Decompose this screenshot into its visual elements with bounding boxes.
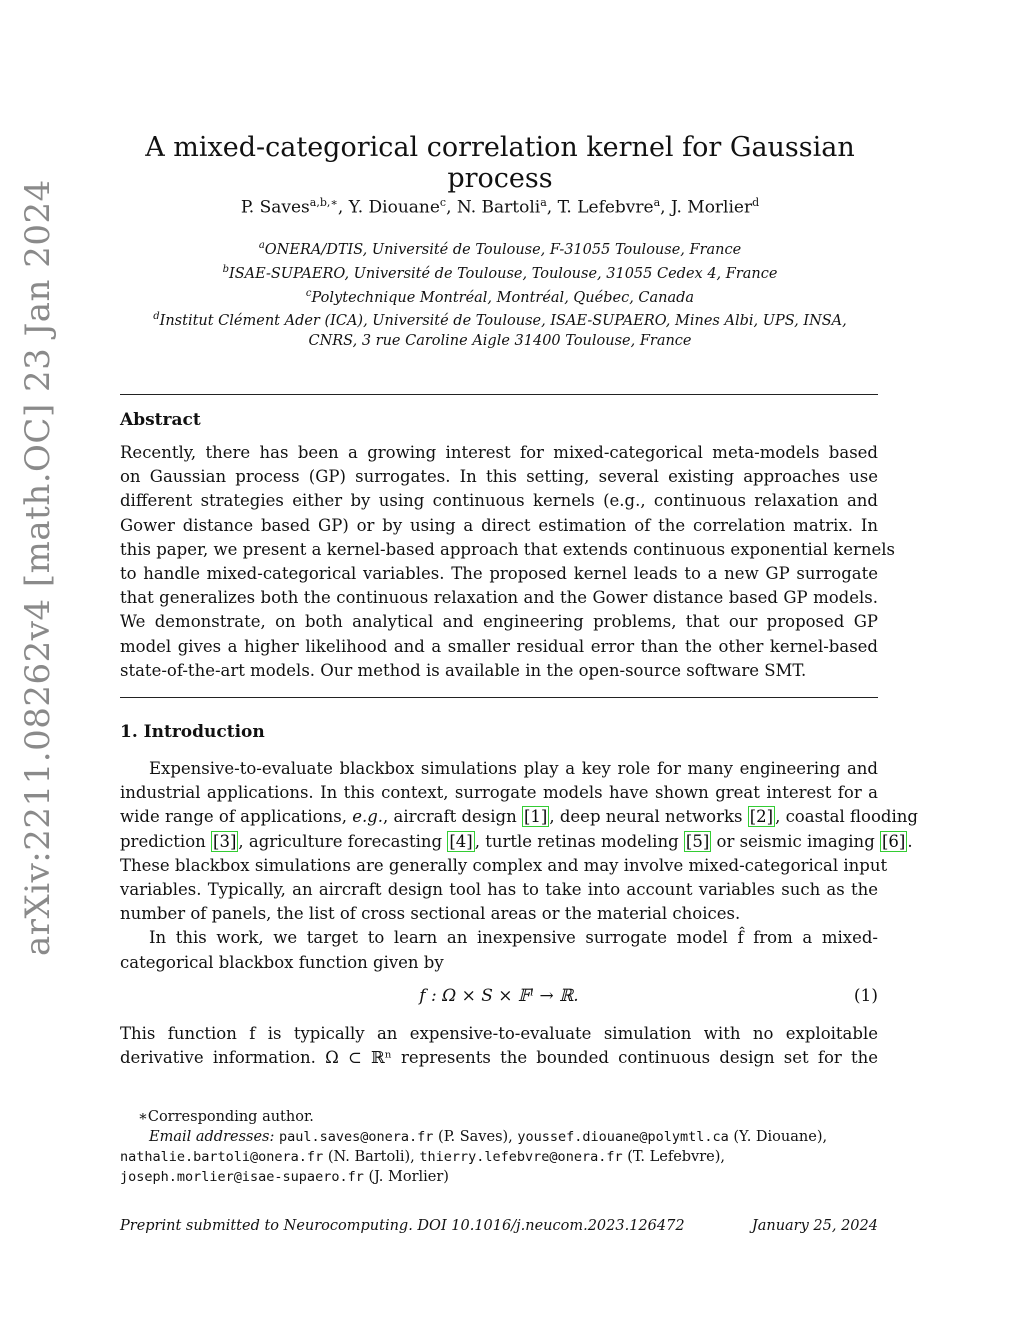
affiliations bbox=[120, 236, 880, 351]
abstract-line: state-of-the-art models. Our method is available in the open-source software SMT. bbox=[120, 660, 807, 680]
email-link[interactable]: nathalie.bartoli@onera.fr bbox=[120, 1149, 324, 1165]
affiliation: $^d$Institut Clément Ader (ICA), Université de Toulouse, ISAE-SUPAERO, Mines Albi, UPS, INSA, bbox=[153, 311, 847, 330]
citation-link[interactable]: [2] bbox=[749, 807, 774, 827]
citation-link[interactable]: [6] bbox=[882, 831, 906, 851]
author-list: P. Saves$^{a,b,∗}$, Y. Diouane$^c$, N. Bartoli$^a$, T. Lefebvre$^a$, J. Morlier$^d$ bbox=[240, 196, 760, 218]
citation-link[interactable]: [4] bbox=[449, 831, 473, 851]
equation-body: f : Ω × S × 𝔽ˡ → ℝ. bbox=[419, 986, 579, 1006]
email-link[interactable]: youssef.diouane@polymtl.ca bbox=[517, 1129, 729, 1145]
email-link[interactable]: joseph.morlier@isae-supaero.fr bbox=[120, 1169, 364, 1185]
abstract-bottom-rule bbox=[120, 697, 878, 698]
affiliation: CNRS, 3 rue Caroline Aigle 31400 Toulouse, France bbox=[308, 333, 692, 350]
abstract-line: on Gaussian process (GP) surrogates. In this setting, several existing approaches use bbox=[120, 467, 878, 487]
affiliation: $^a$ONERA/DTIS, Université de Toulouse, F-31055 Toulouse, France bbox=[258, 240, 742, 258]
abstract-body bbox=[120, 441, 895, 683]
citation-link[interactable]: [1] bbox=[523, 807, 548, 827]
equation-number: (1) bbox=[853, 986, 878, 1006]
citation-link[interactable]: [5] bbox=[685, 831, 710, 851]
abstract-line: We demonstrate, on both analytical and engineering problems, that our proposed GP bbox=[120, 612, 878, 632]
author: J. Morlier bbox=[670, 197, 753, 218]
preprint-note: Preprint submitted to Neurocomputing. DOI 10.1016/j.neucom.2023.126472 bbox=[120, 1218, 685, 1234]
paper-title: A mixed-categorical correlation kernel for Gaussian process bbox=[145, 132, 855, 194]
abstract-line: Gower distance based GP) or by using a direct estimation of the correlation matrix. In bbox=[120, 515, 878, 535]
author: P. Saves bbox=[240, 197, 310, 218]
abstract-top-rule bbox=[120, 394, 878, 395]
intro-paragraph-3: This function f is typically an expensive-to-evaluate simulation with no exploitable derivative information. Ω ⊂ ℝⁿ represents the bounded continuous design set for the bbox=[120, 1024, 878, 1068]
intro-paragraph-1: Expensive-to-evaluate blackbox simulations play a key role for many engineering and industrial applications. In this context, surrogate models have shown great interest for a wide range of applications, e.g., aircraft design [1] , deep neural networks [2] , coastal flooding prediction [3] , agriculture forecasting [4] , turtle retinas modeling [5] or seismic imaging [6] . These blackbox simulations are generally complex and may involve mixed-categorical input variables. Typically, an aircraft design tool has to take into account variables such as the number of panels, the list of cross sectional areas or the material choices. In this work, we target to learn an inexpensive surrogate model f̂ from a mixed- categorical blackbox function given by bbox=[120, 759, 918, 972]
corresponding-author-note: ∗Corresponding author. bbox=[138, 1109, 314, 1125]
abstract-line: that generalizes both the continuous relaxation and the Gower distance based GP models. bbox=[120, 588, 878, 608]
arxiv-identifier: arXiv:2211.08262v4 [math.OC] 23 Jan 2024 bbox=[18, 179, 58, 956]
author: N. Bartoli bbox=[456, 197, 541, 218]
author: Y. Diouane bbox=[348, 197, 440, 218]
email-link[interactable]: thierry.lefebvre@onera.fr bbox=[419, 1149, 623, 1165]
affiliation: $^c$Polytechnique Montréal, Montréal, Québec, Canada bbox=[305, 287, 695, 306]
email-link[interactable]: paul.saves@onera.fr bbox=[278, 1129, 434, 1145]
section-heading-introduction: 1. Introduction bbox=[120, 722, 265, 742]
abstract-line: this paper, we present a kernel-based approach that extends continuous exponential kernels bbox=[120, 539, 895, 559]
email-label: Email addresses: bbox=[149, 1129, 275, 1145]
abstract-line: model gives a higher likelihood and a smaller residual error than the other kernel-based bbox=[120, 636, 878, 656]
abstract-line: different strategies either by using continuous kernels (e.g., continuous relaxation and bbox=[120, 491, 878, 511]
footnote: ∗Corresponding author. Email addresses: paul.saves@onera.fr (P. Saves), youssef.diouane@polymtl.ca (Y. Diouane), nathalie.bartoli@onera.fr (N. Bartoli), thierry.lefebvre@onera.fr (T. Lefebvre), joseph.morlier@isae-supaero.fr (J. Morlier) bbox=[120, 1107, 880, 1187]
citation-link[interactable]: [3] bbox=[213, 831, 237, 851]
abstract-line: Recently, there has been a growing interest for mixed-categorical meta-models based bbox=[120, 443, 878, 462]
abstract-heading: Abstract bbox=[120, 410, 201, 430]
abstract-line: to handle mixed-categorical variables. The proposed kernel leads to a new GP surrogate bbox=[120, 563, 878, 583]
author: T. Lefebvre bbox=[557, 197, 654, 218]
arxiv-sidebar bbox=[18, 179, 78, 996]
preprint-date: January 25, 2024 bbox=[751, 1218, 878, 1234]
affiliation: $^b$ISAE-SUPAERO, Université de Toulouse, Toulouse, 31055 Cedex 4, France bbox=[222, 263, 778, 282]
